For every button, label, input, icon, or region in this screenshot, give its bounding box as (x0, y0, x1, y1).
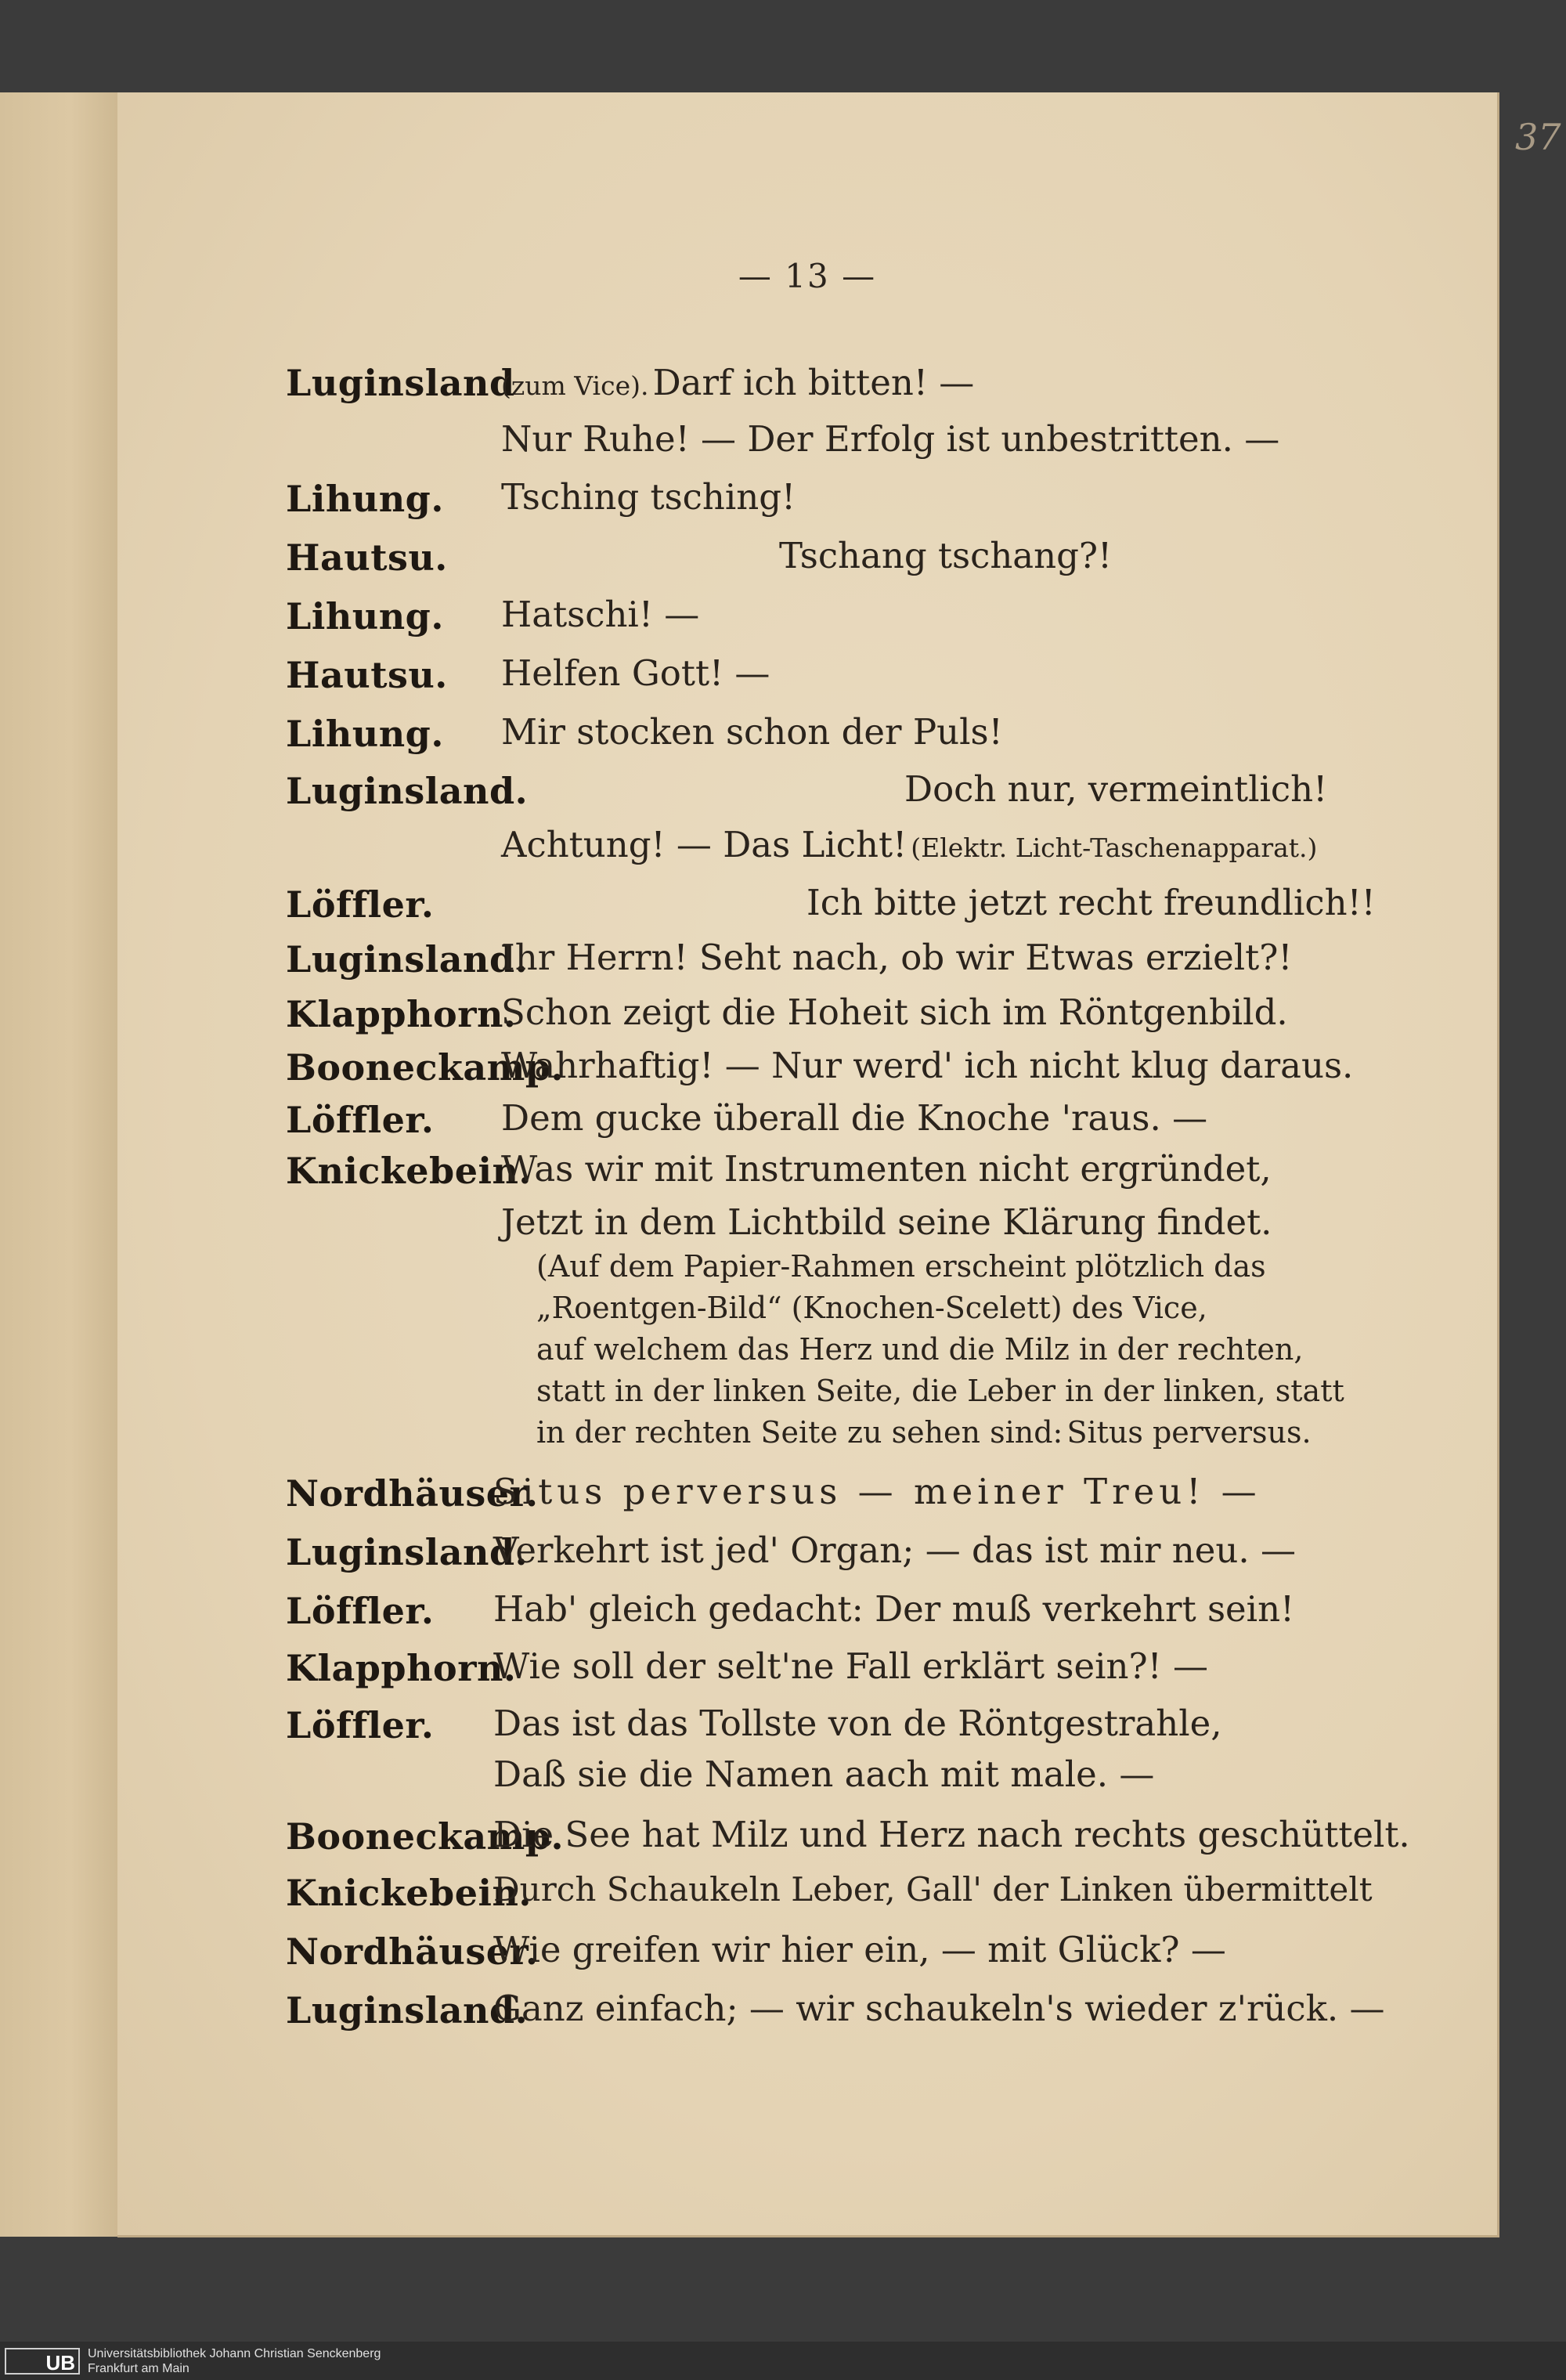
stage-direction: auf welchem das Herz und die Milz in der rechten, (536, 1332, 1304, 1367)
dialogue-line: Daß sie die Namen aach mit male. — (493, 1753, 1155, 1795)
stage-text: in der rechten Seite zu sehen sind: (536, 1415, 1063, 1450)
stage-direction: (Auf dem Papier-Rahmen erscheint plötzlich das (536, 1249, 1266, 1284)
library-name: Universitätsbibliothek Johann Christian Senckenberg (88, 2347, 381, 2360)
speaker-hautsu: Hautsu. (286, 536, 448, 579)
speech-text: Darf ich bitten! — (652, 362, 975, 403)
previous-page-edge (0, 92, 119, 2237)
dialogue-line: Ihr Herrn! Seht nach, ob wir Etwas erzielt?! (501, 937, 1293, 978)
speaker-klapphorn: Klapphorn. (286, 1647, 517, 1689)
dialogue-line: Wahrhaftig! — Nur werd' ich nicht klug daraus. (501, 1045, 1354, 1086)
speaker-luginsland: Luginsland. (286, 770, 529, 812)
library-logo: UB (5, 2348, 80, 2375)
speech-text: Achtung! — Das Licht! (501, 824, 907, 865)
dialogue-line: Jetzt in dem Lichtbild seine Klärung findet. (501, 1201, 1272, 1243)
stage-direction (536, 1415, 1312, 1450)
library-credit (88, 2346, 381, 2376)
dialogue-line: Ganz einfach; — wir schaukeln's wieder z'rück. — (493, 1988, 1385, 2029)
dialogue-line: Verkehrt ist jed' Organ; — das ist mir neu. — (493, 1529, 1297, 1571)
dialogue-line: Wie greifen wir hier ein, — mit Glück? — (493, 1929, 1226, 1970)
dialogue-line: Ich bitte jetzt recht freundlich!! (806, 882, 1376, 923)
speaker-loeffler: Löffler. (286, 1590, 435, 1632)
speaker-luginsland: Luginsland (286, 362, 515, 404)
book-page (117, 92, 1561, 2237)
dialogue-line: Die See hat Milz und Herz nach rechts geschüttelt. (493, 1814, 1410, 1855)
dialogue-line: Das ist das Tollste von de Röntgestrahle, (493, 1703, 1222, 1744)
speaker-lihung: Lihung. (286, 478, 444, 520)
speaker-luginsland: Luginsland. (286, 938, 529, 981)
speaker-loeffler: Löffler. (286, 883, 435, 926)
dialogue-line (501, 824, 1318, 865)
library-footer (0, 2342, 1566, 2380)
stage-direction: „Roentgen-Bild“ (Knochen-Scelett) des Vice, (536, 1291, 1207, 1325)
stage-direction: (Elektr. Licht-Taschenapparat.) (911, 832, 1318, 863)
dialogue-line: Wie soll der selt'ne Fall erklärt sein?! — (493, 1645, 1209, 1687)
speaker-hautsu: Hautsu. (286, 654, 448, 696)
speaker-nordhaeuser: Nordhäuser. (286, 1472, 539, 1515)
stage-direction: statt in der linken Seite, die Leber in der linken, statt (536, 1374, 1344, 1408)
speaker-loeffler: Löffler. (286, 1704, 435, 1746)
speaker-knickebein: Knickebein. (286, 1150, 532, 1192)
speaker-klapphorn: Klapphorn. (286, 993, 517, 1035)
dialogue-line: Situs perversus — meiner Treu! — (493, 1471, 1261, 1512)
speaker-lihung: Lihung. (286, 595, 444, 637)
speaker-knickebein: Knickebein. (286, 1872, 532, 1914)
speaker-luginsland: Luginsland. (286, 1531, 529, 1573)
dialogue-line (501, 362, 975, 403)
handwritten-page-mark: 37 (1515, 116, 1561, 158)
dialogue-line: Mir stocken schon der Puls! (501, 711, 1003, 753)
dialogue-line: Doch nur, vermeintlich! (904, 768, 1328, 810)
dialogue-line: Durch Schaukeln Leber, Gall' der Linken übermittelt (493, 1870, 1373, 1909)
speaker-booneckamp: Booneckamp. (286, 1046, 564, 1089)
dialogue-line: Helfen Gott! — (501, 652, 770, 694)
speaker-nordhaeuser: Nordhäuser. (286, 1930, 539, 1973)
speaker-lihung: Lihung. (286, 713, 444, 755)
dialogue-line: Hab' gleich gedacht: Der muß verkehrt sein! (493, 1588, 1295, 1630)
speaker-luginsland: Luginsland. (286, 1989, 529, 2031)
dialogue-line: Dem gucke überall die Knoche 'raus. — (501, 1097, 1208, 1139)
dialogue-line: Tschang tschang?! (779, 535, 1113, 576)
dialogue-line: Schon zeigt die Hoheit sich im Röntgenbild. (501, 991, 1288, 1033)
page-number: — 13 — (738, 257, 877, 295)
stage-text-latin: Situs perversus. (1066, 1415, 1312, 1450)
dialogue-line: Was wir mit Instrumenten nicht ergründet, (501, 1148, 1272, 1190)
stage-direction: (zum Vice). (501, 370, 649, 401)
dialogue-line: Tsching tsching! (501, 476, 796, 518)
speaker-booneckamp: Booneckamp. (286, 1815, 564, 1858)
speaker-loeffler: Löffler. (286, 1099, 435, 1141)
dialogue-line: Nur Ruhe! — Der Erfolg ist unbestritten. — (501, 418, 1280, 460)
library-city: Frankfurt am Main (88, 2362, 189, 2375)
dialogue-line: Hatschi! — (501, 594, 700, 635)
